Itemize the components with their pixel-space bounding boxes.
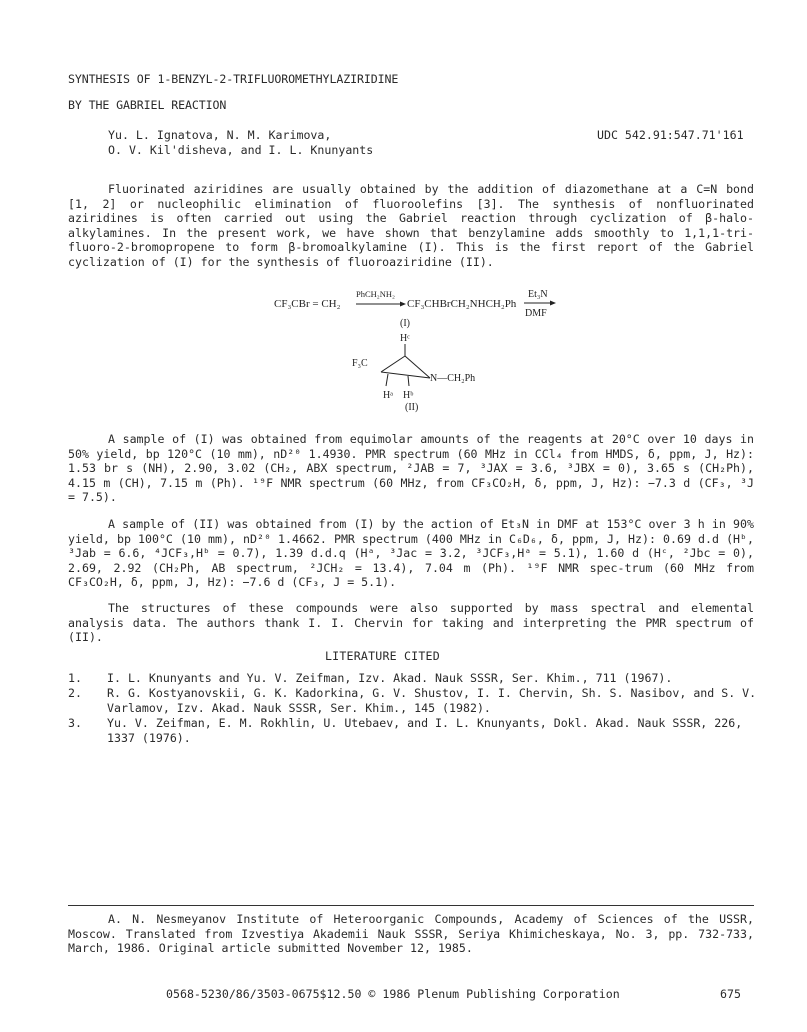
- reagent-2-bottom: DMF: [525, 308, 547, 319]
- footer-note: [68, 912, 754, 956]
- reference-number: 3.: [68, 716, 82, 730]
- authors-line-2: O. V. Kil'disheva, and I. L. Knunyants: [108, 142, 374, 157]
- bond-hb: [408, 376, 409, 386]
- bond-ring-right: [405, 356, 430, 378]
- article-title: [68, 72, 398, 124]
- authors-line-1: Yu. L. Ignatova, N. M. Karimova,: [108, 128, 332, 142]
- h-c-label: Hᶜ: [400, 333, 410, 344]
- udc-code: UDC 542.91:547.71'161: [597, 128, 744, 142]
- literature-heading: LITERATURE CITED: [325, 649, 440, 663]
- reaction-scheme: [260, 282, 580, 418]
- compound-label-1: (I): [400, 318, 410, 329]
- paragraph-conclusion: The structures of these compounds were also supported by mass spectral and elemental analysis data. The authors thank I. I. Chervin for taking and interpreting the PMR spectrum of (II).: [68, 601, 754, 645]
- h-a-label: Hᵃ: [383, 390, 393, 401]
- compound-label-2: (II): [405, 402, 419, 413]
- product-1: CF₃CHBrCH₂NHCH₂Ph: [407, 298, 517, 310]
- f3c-group: F₃C: [352, 358, 368, 369]
- reference-text: Yu. V. Zeifman, E. M. Rokhlin, U. Utebaev, and I. L. Knunyants, Dokl. Akad. Nauk SSSR, 226, 1337 (1976).: [107, 716, 743, 745]
- paragraph-compound-2: A sample of (II) was obtained from (I) by the action of Et₃N in DMF at 153°C over 3 h in 90% yield, bp 100°C (10 mm), nD²⁰ 1.4662. PMR spectrum (400 MHz in C₆D₆, δ, ppm, J, Hz): 0.69 d.d (Hᵇ, ³Jab = 6.6, ⁴JCF₃,Hᵇ = 0.7), 1.39 d.d.q (Hᵃ, ³Jac = 3.2, ³JCF₃,Hᵃ = 5.1), 1.60 d (Hᶜ, ²Jbc = 0), 2.69, 2.92 (CH₂Ph, AB spectrum, ²JCH₂ = 13.4), 7.04 m (Ph). ¹⁹F NMR spec-trum (60 MHz from CF₃CO₂H, δ, ppm, J, Hz): −7.6 d (CF₃, J = 5.1).: [68, 517, 754, 590]
- title-line-2: BY THE GABRIEL REACTION: [68, 98, 227, 112]
- reference-text: R. G. Kostyanovskii, G. K. Kadorkina, G. V. Shustov, I. I. Chervin, Sh. S. Nasibov, and S. V. Varlamov, Izv. Akad. Nauk SSSR, Ser. Khim., 145 (1982).: [107, 686, 757, 715]
- footer-rule: [68, 905, 754, 906]
- footer-text: A. N. Nesmeyanov Institute of Heteroorganic Compounds, Academy of Sciences of the USSR, Moscow. Translated from Izvestiya Akademii Nauk SSSR, Seriya Khimicheskaya, No. 3, pp. 732-733, March, 1986. Original article submitted November 12, 1985.: [68, 912, 754, 956]
- intro-paragraph: Fluorinated aziridines are usually obtained by the addition of diazomethane at a C=N bond [1, 2] or nucleophilic elimination of fluoroolefins [3]. The synthesis of nonfluorinated aziridines is often carried out using the Gabriel reaction through cyclization of β-halo-alkylamines. In the present work, we have shown that benzylamine adds smoothly to 1,1,1-tri-fluoro-2-bromopropene to form β-bromoalkylamine (I). This is the first report of the Gabriel cyclization of (I) for the synthesis of fluoroaziridine (II).: [68, 182, 754, 269]
- bond-ha: [386, 374, 388, 386]
- authors: [108, 128, 373, 157]
- reference-text: I. L. Knunyants and Yu. V. Zeifman, Izv. Akad. Nauk SSSR, Ser. Khim., 711 (1967).: [107, 671, 673, 685]
- reactant: CF₃CBr = CH₂: [274, 298, 341, 310]
- reagent-2-top: Et₃N: [528, 289, 548, 300]
- paragraph-compound-1: A sample of (I) was obtained from equimolar amounts of the reagents at 20°C over 10 days in 50% yield, bp 120°C (10 mm), nD²⁰ 1.4930. PMR spectrum (60 MHz in CCl₄ from HMDS, δ, ppm, J, Hz): 1.53 br s (NH), 2.90, 3.02 (CH₂, ABX spectrum, ²JAB = 7, ³JAX = 3.6, ³JBX = 0), 3.65 s (CH₂Ph), 4.15 m (CH), 7.15 m (Ph). ¹⁹F NMR spectrum (60 MHz, from CF₃CO₂H, δ, ppm, J, Hz): −7.3 d (CF₃, ³J = 7.5).: [68, 432, 754, 505]
- title-line-1: SYNTHESIS OF 1-BENZYL-2-TRIFLUOROMETHYLAZIRIDINE: [68, 72, 399, 86]
- reference-number: 2.: [68, 686, 82, 700]
- bond-ring-left: [381, 356, 405, 372]
- page-number: 675: [720, 987, 741, 1001]
- bond-ring-bottom: [381, 372, 430, 378]
- copyright-line: 0568-5230/86/3503-0675$12.50 © 1986 Plenum Publishing Corporation: [166, 987, 620, 1001]
- reaction-arrow-2-head: [550, 301, 556, 306]
- h-b-label: Hᵇ: [403, 390, 414, 401]
- n-benzyl-group: N—CH₂Ph: [430, 373, 476, 384]
- reference-number: 1.: [68, 671, 82, 685]
- reaction-arrow-1-head: [400, 302, 406, 307]
- reagent-1: PhCH₂NH₂: [356, 289, 395, 299]
